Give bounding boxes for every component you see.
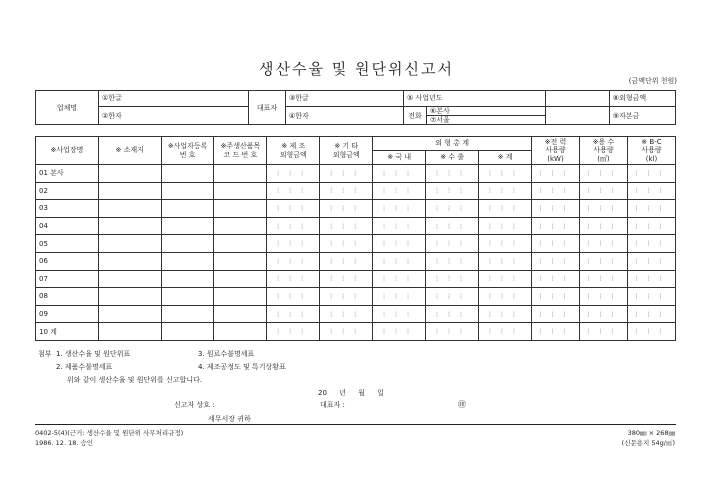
dotted-separator: ⋮⋮⋮ xyxy=(585,205,622,213)
col-regno-1: ※사업자등록 xyxy=(167,142,208,151)
table-row xyxy=(36,182,676,200)
data-cell[interactable] xyxy=(532,235,580,253)
dotted-separator: ⋮⋮⋮ xyxy=(633,257,670,265)
data-cell[interactable] xyxy=(267,270,320,288)
data-cell[interactable] xyxy=(320,182,373,200)
dotted-separator: ⋮⋮⋮ xyxy=(381,275,418,283)
dotted-separator: ⋮⋮⋮ xyxy=(537,187,574,195)
dotted-separator: ⋮⋮⋮ xyxy=(381,293,418,300)
data-cell[interactable] xyxy=(479,288,532,306)
table-row xyxy=(36,288,676,306)
data-cell[interactable] xyxy=(579,323,627,341)
dotted-separator: ⋮⋮⋮ xyxy=(537,222,574,230)
data-cell[interactable] xyxy=(267,288,320,306)
data-cell[interactable] xyxy=(426,165,479,183)
data-cell[interactable] xyxy=(532,182,580,200)
col-power-2: 사용량 xyxy=(545,146,566,155)
dotted-separator: ⋮⋮⋮ xyxy=(381,310,418,318)
data-cell[interactable] xyxy=(373,217,426,235)
data-cell[interactable] xyxy=(627,252,675,270)
dotted-separator: ⋮⋮⋮ xyxy=(381,187,418,195)
dotted-separator: ⋮⋮⋮ xyxy=(487,275,524,283)
dotted-separator: ⋮⋮⋮ xyxy=(633,205,670,213)
dotted-separator: ⋮⋮⋮ xyxy=(381,169,418,177)
dotted-separator: ⋮⋮⋮ xyxy=(328,310,365,318)
data-cell[interactable] xyxy=(98,252,161,270)
dotted-separator: ⋮⋮⋮ xyxy=(487,293,524,300)
seal-icon: ㊞ xyxy=(458,400,466,409)
row-label: 09 xyxy=(36,305,99,323)
attachment-item-1: 1. 생산수율 및 원단위표 xyxy=(56,350,131,358)
dotted-separator: ⋮⋮⋮ xyxy=(328,257,365,265)
data-cell[interactable] xyxy=(579,305,627,323)
report-date[interactable]: 20 년 월 일 xyxy=(318,389,384,397)
data-cell[interactable] xyxy=(373,182,426,200)
dotted-separator: ⋮⋮⋮ xyxy=(537,257,574,265)
dotted-separator: ⋮⋮⋮ xyxy=(537,275,574,283)
dotted-separator: ⋮⋮⋮ xyxy=(381,222,418,230)
data-cell[interactable] xyxy=(98,323,161,341)
dotted-separator: ⋮⋮⋮ xyxy=(381,257,418,265)
footer-divider xyxy=(35,424,676,425)
dotted-separator: ⋮⋮⋮ xyxy=(487,169,524,177)
data-cell[interactable] xyxy=(532,305,580,323)
dotted-separator: ⋮⋮⋮ xyxy=(585,275,622,283)
data-cell[interactable] xyxy=(320,288,373,306)
dotted-separator: ⋮⋮⋮ xyxy=(328,187,365,195)
data-cell[interactable] xyxy=(579,288,627,306)
data-cell[interactable] xyxy=(627,182,675,200)
dotted-separator: ⋮⋮⋮ xyxy=(434,240,471,248)
data-cell[interactable] xyxy=(214,252,267,270)
data-cell[interactable] xyxy=(267,305,320,323)
table-row xyxy=(36,217,676,235)
data-cell[interactable] xyxy=(98,165,161,183)
data-cell[interactable] xyxy=(161,200,214,218)
blank-cell xyxy=(545,107,609,125)
data-cell[interactable] xyxy=(161,217,214,235)
data-cell[interactable] xyxy=(627,305,675,323)
dotted-separator: ⋮⋮⋮ xyxy=(275,257,312,265)
data-cell[interactable] xyxy=(579,165,627,183)
dotted-separator: ⋮⋮⋮ xyxy=(434,293,471,300)
data-cell[interactable] xyxy=(579,217,627,235)
dotted-separator: ⋮⋮⋮ xyxy=(434,257,471,265)
table-row xyxy=(36,165,676,183)
data-cell[interactable] xyxy=(214,217,267,235)
data-cell[interactable] xyxy=(579,200,627,218)
data-cell[interactable] xyxy=(579,235,627,253)
dotted-separator: ⋮⋮⋮ xyxy=(487,222,524,230)
dotted-separator: ⋮⋮⋮ xyxy=(585,187,622,195)
dotted-separator: ⋮⋮⋮ xyxy=(537,293,574,300)
dotted-separator: ⋮⋮⋮ xyxy=(434,205,471,213)
data-cell[interactable] xyxy=(426,182,479,200)
data-cell[interactable] xyxy=(532,165,580,183)
row-label: 05 xyxy=(36,235,99,253)
data-cell[interactable] xyxy=(161,165,214,183)
dotted-separator: ⋮⋮⋮ xyxy=(537,310,574,318)
dotted-separator: ⋮⋮⋮ xyxy=(633,328,670,336)
dotted-separator: ⋮⋮⋮ xyxy=(487,328,524,336)
row-label: 02 xyxy=(36,182,99,200)
col-mfg-1: ※ 제 조 xyxy=(281,142,306,151)
company-info-table xyxy=(35,90,676,125)
unit-note: (금액단위 천원) xyxy=(628,77,677,85)
data-cell[interactable] xyxy=(479,235,532,253)
data-cell[interactable] xyxy=(426,235,479,253)
data-cell[interactable] xyxy=(214,288,267,306)
data-cell[interactable] xyxy=(627,270,675,288)
data-cell[interactable] xyxy=(479,182,532,200)
dotted-separator: ⋮⋮⋮ xyxy=(381,328,418,336)
phone-label: 전화 xyxy=(404,107,427,125)
dotted-separator: ⋮⋮⋮ xyxy=(633,240,670,248)
dotted-separator: ⋮⋮⋮ xyxy=(381,205,418,213)
data-cell[interactable] xyxy=(532,323,580,341)
data-cell[interactable] xyxy=(161,270,214,288)
data-cell[interactable] xyxy=(426,323,479,341)
data-cell[interactable] xyxy=(214,270,267,288)
data-cell[interactable] xyxy=(320,165,373,183)
table-row xyxy=(36,323,676,341)
dotted-separator: ⋮⋮⋮ xyxy=(275,205,312,213)
data-cell[interactable] xyxy=(479,323,532,341)
data-cell[interactable] xyxy=(161,182,214,200)
table-row xyxy=(36,200,676,218)
export-amount[interactable]: ⑧외형금액 xyxy=(609,91,675,107)
rep-name-hanja[interactable]: ④한자 xyxy=(286,107,404,125)
data-cell[interactable] xyxy=(267,217,320,235)
data-cell[interactable] xyxy=(426,252,479,270)
dotted-separator: ⋮⋮⋮ xyxy=(275,328,312,336)
data-cell[interactable] xyxy=(320,323,373,341)
phone-seoul[interactable]: ⑦서울 xyxy=(430,116,450,125)
attachment-item-4: 4. 제조공정도 및 특기상황표 xyxy=(198,363,286,371)
data-cell[interactable] xyxy=(479,217,532,235)
blank-cell xyxy=(545,91,609,107)
dotted-separator: ⋮⋮⋮ xyxy=(328,169,365,177)
data-cell[interactable] xyxy=(532,270,580,288)
data-cell[interactable] xyxy=(161,235,214,253)
declaration-text: 위와 같이 생산수율 및 원단위를 신고합니다. xyxy=(67,376,203,384)
business-year[interactable]: ⑤ 사업년도 xyxy=(404,91,546,107)
dotted-separator: ⋮⋮⋮ xyxy=(328,328,365,336)
dotted-separator: ⋮⋮⋮ xyxy=(434,328,471,336)
table-row xyxy=(36,252,676,270)
dotted-separator: ⋮⋮⋮ xyxy=(633,169,670,177)
data-cell[interactable] xyxy=(267,165,320,183)
data-cell[interactable] xyxy=(479,200,532,218)
dotted-separator: ⋮⋮⋮ xyxy=(585,222,622,230)
attachments-label: 첨부 xyxy=(38,350,52,358)
data-cell[interactable] xyxy=(267,235,320,253)
data-cell[interactable] xyxy=(627,235,675,253)
data-cell[interactable] xyxy=(426,217,479,235)
data-cell[interactable] xyxy=(579,182,627,200)
col-total: 외 형 총 계 xyxy=(373,137,532,151)
data-cell[interactable] xyxy=(426,305,479,323)
col-water-3: (㎥) xyxy=(597,154,610,163)
dotted-separator: ⋮⋮⋮ xyxy=(487,187,524,195)
data-cell[interactable] xyxy=(214,165,267,183)
data-cell[interactable] xyxy=(161,323,214,341)
data-cell[interactable] xyxy=(214,323,267,341)
data-cell[interactable] xyxy=(320,235,373,253)
table-row xyxy=(36,270,676,288)
recipient: 세무서장 귀하 xyxy=(208,415,251,423)
representative-label: 대표자 xyxy=(249,91,286,125)
data-cell[interactable] xyxy=(479,252,532,270)
dotted-separator: ⋮⋮⋮ xyxy=(275,275,312,283)
data-cell[interactable] xyxy=(579,252,627,270)
data-cell[interactable] xyxy=(426,270,479,288)
dotted-separator: ⋮⋮⋮ xyxy=(585,293,622,300)
dotted-separator: ⋮⋮⋮ xyxy=(537,240,574,248)
data-cell[interactable] xyxy=(479,270,532,288)
data-cell[interactable] xyxy=(98,305,161,323)
col-other-2: 외형금액 xyxy=(332,150,360,159)
col-regno-2: 번 호 xyxy=(179,150,196,159)
data-cell[interactable] xyxy=(373,270,426,288)
attachment-item-2: 2. 제품수불명세표 xyxy=(56,363,113,371)
rep-name-korean[interactable]: ③한글 xyxy=(286,91,404,107)
dotted-separator: ⋮⋮⋮ xyxy=(585,310,622,318)
data-cell[interactable] xyxy=(320,270,373,288)
row-label: 03 xyxy=(36,200,99,218)
dotted-separator: ⋮⋮⋮ xyxy=(275,187,312,195)
col-mfg-2: 외형금액 xyxy=(279,150,307,159)
dotted-separator: ⋮⋮⋮ xyxy=(434,222,471,230)
data-cell[interactable] xyxy=(532,217,580,235)
col-water-1: ※용 수 xyxy=(592,138,615,147)
dotted-separator: ⋮⋮⋮ xyxy=(487,310,524,318)
data-cell[interactable] xyxy=(373,305,426,323)
dotted-separator: ⋮⋮⋮ xyxy=(585,240,622,248)
col-product-code-1: ※주생산품목 xyxy=(220,142,261,151)
dotted-separator: ⋮⋮⋮ xyxy=(434,310,471,318)
dotted-separator: ⋮⋮⋮ xyxy=(487,240,524,248)
col-site: ※사업장명 xyxy=(36,137,99,165)
data-cell[interactable] xyxy=(267,182,320,200)
data-cell[interactable] xyxy=(161,305,214,323)
signature-rep-label: 대표자 : xyxy=(320,401,345,409)
data-cell[interactable] xyxy=(373,235,426,253)
data-cell[interactable] xyxy=(627,288,675,306)
data-cell[interactable] xyxy=(532,252,580,270)
dotted-separator: ⋮⋮⋮ xyxy=(328,222,365,230)
data-cell[interactable] xyxy=(479,165,532,183)
data-cell[interactable] xyxy=(98,217,161,235)
row-label: 10 계 xyxy=(36,323,99,341)
dotted-separator: ⋮⋮⋮ xyxy=(275,293,312,300)
paper-size: 380㎜ × 268㎜ xyxy=(627,429,675,437)
dotted-separator: ⋮⋮⋮ xyxy=(633,222,670,230)
data-cell[interactable] xyxy=(161,252,214,270)
paper-type: (신문용지 54g/㎡) xyxy=(621,439,675,447)
data-cell[interactable] xyxy=(579,270,627,288)
dotted-separator: ⋮⋮⋮ xyxy=(487,205,524,213)
data-cell[interactable] xyxy=(267,252,320,270)
row-label: 04 xyxy=(36,217,99,235)
data-cell[interactable] xyxy=(267,200,320,218)
dotted-separator: ⋮⋮⋮ xyxy=(537,169,574,177)
row-label: 01 본사 xyxy=(36,165,99,183)
dotted-separator: ⋮⋮⋮ xyxy=(328,293,365,300)
data-cell[interactable] xyxy=(532,200,580,218)
dotted-separator: ⋮⋮⋮ xyxy=(328,275,365,283)
col-export: ※ 수 출 xyxy=(426,151,479,165)
data-cell[interactable] xyxy=(373,252,426,270)
dotted-separator: ⋮⋮⋮ xyxy=(585,328,622,336)
col-bc-1: ※ B-C xyxy=(641,138,662,147)
data-cell[interactable] xyxy=(373,200,426,218)
data-cell[interactable] xyxy=(320,305,373,323)
data-cell[interactable] xyxy=(426,288,479,306)
col-bc-3: (kl) xyxy=(645,154,658,163)
row-label: 06 xyxy=(36,252,99,270)
data-cell[interactable] xyxy=(214,200,267,218)
dotted-separator: ⋮⋮⋮ xyxy=(434,187,471,195)
dotted-separator: ⋮⋮⋮ xyxy=(633,293,670,300)
data-cell[interactable] xyxy=(426,200,479,218)
phone-head-office[interactable]: ⑥본사 xyxy=(427,107,545,116)
data-cell[interactable] xyxy=(627,323,675,341)
col-bc-2: 사용량 xyxy=(641,146,662,155)
dotted-separator: ⋮⋮⋮ xyxy=(633,310,670,318)
data-cell[interactable] xyxy=(373,288,426,306)
dotted-separator: ⋮⋮⋮ xyxy=(328,240,365,248)
data-cell[interactable] xyxy=(373,165,426,183)
dotted-separator: ⋮⋮⋮ xyxy=(434,275,471,283)
dotted-separator: ⋮⋮⋮ xyxy=(275,222,312,230)
page-title: 생산수율 및 원단위신고서 xyxy=(259,60,454,78)
row-label: 07 xyxy=(36,270,99,288)
table-row xyxy=(36,305,676,323)
data-cell[interactable] xyxy=(373,323,426,341)
dotted-separator: ⋮⋮⋮ xyxy=(381,240,418,248)
table-row xyxy=(36,235,676,253)
col-water-2: 사용량 xyxy=(593,146,614,155)
dotted-separator: ⋮⋮⋮ xyxy=(585,169,622,177)
company-name-hanja[interactable]: ②한자 xyxy=(99,107,249,125)
data-cell[interactable] xyxy=(627,200,675,218)
approval-date: 1986. 12. 18. 승인 xyxy=(35,439,94,447)
data-cell[interactable] xyxy=(98,182,161,200)
col-domestic: ※ 국 내 xyxy=(373,151,426,165)
attachment-item-3: 3. 원료수불명세표 xyxy=(198,350,255,358)
data-cell[interactable] xyxy=(320,217,373,235)
data-cell[interactable] xyxy=(214,182,267,200)
dotted-separator: ⋮⋮⋮ xyxy=(487,257,524,265)
dotted-separator: ⋮⋮⋮ xyxy=(328,205,365,213)
main-data-table xyxy=(35,136,676,341)
dotted-separator: ⋮⋮⋮ xyxy=(585,257,622,265)
data-cell[interactable] xyxy=(627,217,675,235)
data-cell[interactable] xyxy=(98,235,161,253)
data-cell[interactable] xyxy=(627,165,675,183)
col-sum: ※ 계 xyxy=(479,151,532,165)
col-power-1: ※전 력 xyxy=(544,138,567,147)
data-cell[interactable] xyxy=(532,288,580,306)
data-cell[interactable] xyxy=(320,252,373,270)
company-name-korean[interactable]: ①한글 xyxy=(99,91,249,107)
data-cell[interactable] xyxy=(479,305,532,323)
data-cell[interactable] xyxy=(98,270,161,288)
row-label: 08 xyxy=(36,288,99,306)
dotted-separator: ⋮⋮⋮ xyxy=(633,187,670,195)
dotted-separator: ⋮⋮⋮ xyxy=(275,240,312,248)
col-other-1: ※ 기 타 xyxy=(334,142,359,151)
dotted-separator: ⋮⋮⋮ xyxy=(275,169,312,177)
dotted-separator: ⋮⋮⋮ xyxy=(275,310,312,318)
dotted-separator: ⋮⋮⋮ xyxy=(537,328,574,336)
data-cell[interactable] xyxy=(214,305,267,323)
data-cell[interactable] xyxy=(267,323,320,341)
data-cell[interactable] xyxy=(98,288,161,306)
reporter-label: 신고자 상호 : xyxy=(174,401,215,409)
col-location: ※ 소재지 xyxy=(98,137,161,165)
dotted-separator: ⋮⋮⋮ xyxy=(434,169,471,177)
company-label: 업체명 xyxy=(36,91,99,125)
capital[interactable]: ⑨자본금 xyxy=(609,107,675,125)
dotted-separator: ⋮⋮⋮ xyxy=(633,275,670,283)
form-number: 0402-5(4)(근거: 생산수율 및 원단위 사무처리규정) xyxy=(35,429,184,437)
data-cell[interactable] xyxy=(161,288,214,306)
data-cell[interactable] xyxy=(98,200,161,218)
data-cell[interactable] xyxy=(214,235,267,253)
dotted-separator: ⋮⋮⋮ xyxy=(537,205,574,213)
data-cell[interactable] xyxy=(320,200,373,218)
col-power-3: (kW) xyxy=(547,154,564,163)
col-product-code-2: 코 드 번 호 xyxy=(223,150,258,159)
